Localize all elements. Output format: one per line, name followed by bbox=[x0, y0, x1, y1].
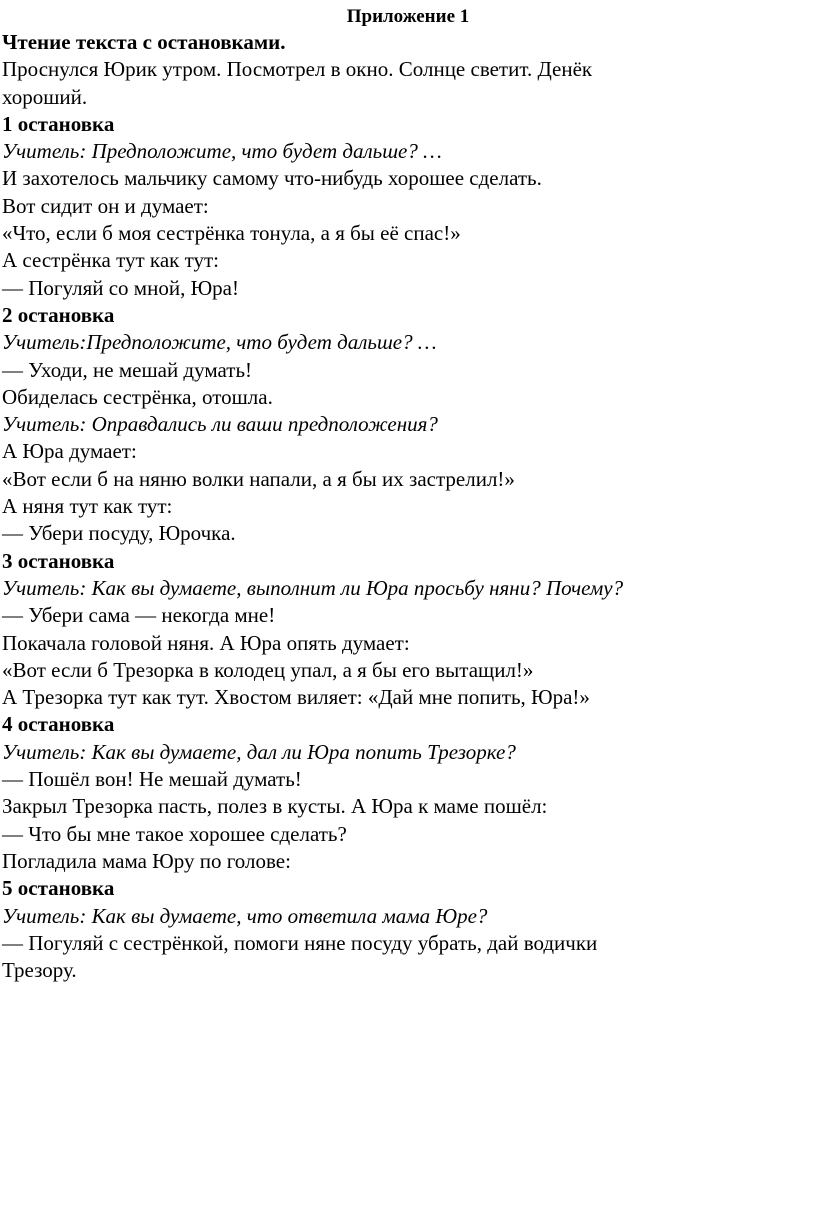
text-line: — Уходи, не мешай думать! bbox=[2, 357, 253, 382]
text-line: — Что бы мне такое хорошее сделать? bbox=[2, 821, 347, 846]
stop-heading: 1 остановка bbox=[2, 111, 115, 136]
text-line: Покачала головой няня. А Юра опять думает: bbox=[2, 630, 410, 655]
text-line: Закрыл Трезорка пасть, полез в кусты. А Юра к маме пошёл: bbox=[2, 794, 548, 819]
text-line: А няня тут как тут: bbox=[2, 494, 173, 519]
text-line: А Трезорка тут как тут. Хвостом виляет: «Дай мне попить, Юра!» bbox=[2, 685, 590, 710]
text-line: — Убери сама — некогда мне! bbox=[2, 603, 276, 628]
text-line: — Убери посуду, Юрочка. bbox=[2, 521, 236, 546]
text-line: А сестрёнка тут как тут: bbox=[2, 248, 220, 273]
text-line: Вот сидит он и думает: bbox=[2, 193, 209, 218]
text-line: хороший. bbox=[2, 84, 88, 109]
document-title: Приложение 1 bbox=[346, 6, 470, 27]
stop-heading: 4 остановка bbox=[2, 712, 115, 737]
document-body bbox=[2, 29, 792, 984]
text-line: Проснулся Юрик утром. Посмотрел в окно. Солнце светит. Денёк bbox=[2, 57, 593, 82]
text-line: Трезору. bbox=[2, 958, 77, 983]
text-line: И захотелось мальчику самому что-нибудь хорошее сделать. bbox=[2, 166, 542, 191]
text-line: — Погуляй с сестрёнкой, помоги няне посуду убрать, дай водички bbox=[2, 930, 598, 955]
stop-heading: 3 остановка bbox=[2, 548, 115, 573]
text-line: «Что, если б моя сестрёнка тонула, а я бы её спас!» bbox=[2, 221, 461, 246]
text-line: — Пошёл вон! Не мешай думать! bbox=[2, 767, 302, 792]
teacher-question: Учитель: Как вы думаете, дал ли Юра попить Трезорке? bbox=[2, 739, 516, 764]
stop-heading: 5 остановка bbox=[2, 876, 115, 901]
teacher-question: Учитель: Оправдались ли ваши предположения? bbox=[2, 412, 438, 437]
text-line: А Юра думает: bbox=[2, 439, 137, 464]
text-line: «Вот если б Трезорка в колодец упал, а я бы его вытащил!» bbox=[2, 657, 534, 682]
teacher-question: Учитель: Как вы думаете, что ответила мама Юре? bbox=[2, 903, 488, 928]
teacher-question: Учитель:Предположите, что будет дальше? … bbox=[2, 330, 437, 355]
text-line: Обиделась сестрёнка, отошла. bbox=[2, 384, 273, 409]
section-heading: Чтение текста с остановками. bbox=[2, 30, 286, 54]
text-line: Погладила мама Юру по голове: bbox=[2, 848, 291, 873]
text-line: — Погуляй со мной, Юра! bbox=[2, 275, 239, 300]
teacher-question: Учитель: Предположите, что будет дальше? … bbox=[2, 139, 442, 164]
stop-heading: 2 остановка bbox=[2, 302, 115, 327]
text-line: «Вот если б на няню волки напали, а я бы их застрелил!» bbox=[2, 466, 515, 491]
teacher-question: Учитель: Как вы думаете, выполнит ли Юра просьбу няни? Почему? bbox=[2, 575, 624, 600]
